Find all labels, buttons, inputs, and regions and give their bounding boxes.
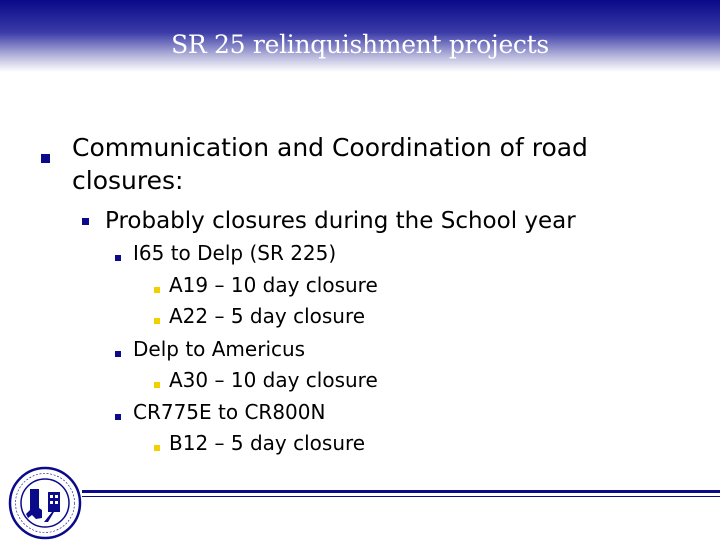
bullet-l3-text: Delp to Americus: [133, 337, 306, 361]
bullet-l4-text: A30 – 10 day closure: [169, 368, 378, 392]
bullet-marker: [115, 255, 121, 261]
bullet-marker: [115, 351, 121, 357]
bullet-marker: [82, 218, 89, 225]
footer-rule: [82, 496, 720, 497]
footer-rule: [82, 490, 720, 493]
bullet-l2-text: Probably closures during the School year: [105, 208, 576, 234]
bullet-marker: [115, 414, 121, 420]
bullet-l1-text: Communication and Coordination of road: [72, 133, 588, 162]
slide-title: SR 25 relinquishment projects: [171, 30, 549, 59]
bullet-marker-yellow: [154, 287, 160, 293]
bullet-l1-text-continued: closures:: [72, 166, 184, 195]
bullet-marker-yellow: [154, 445, 160, 451]
bullet-marker-yellow: [154, 318, 160, 324]
bullet-l3-text: CR775E to CR800N: [133, 400, 326, 424]
bullet-marker-yellow: [154, 382, 160, 388]
bullet-l4-text: A19 – 10 day closure: [169, 273, 378, 297]
indot-seal-icon: [6, 464, 84, 542]
bullet-l3-text: I65 to Delp (SR 225): [133, 241, 337, 265]
bullet-l4-text: A22 – 5 day closure: [169, 304, 366, 328]
bullet-marker: [41, 154, 50, 163]
bullet-l4-text: B12 – 5 day closure: [169, 431, 366, 455]
